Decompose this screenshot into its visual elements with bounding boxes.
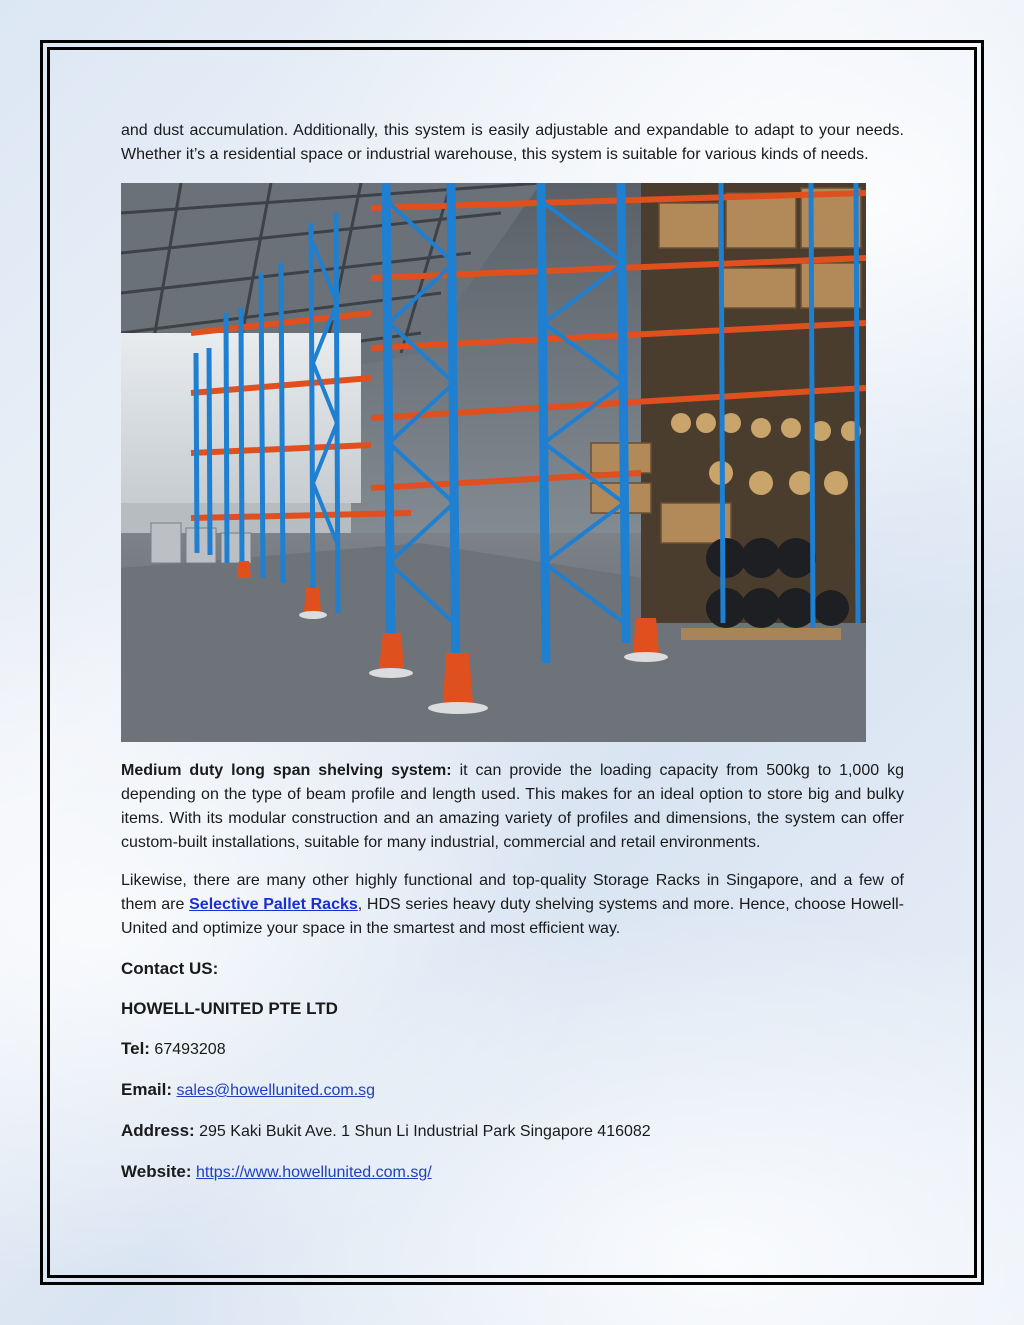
medium-duty-text: it can provide the loading capacity from 500kg to 1,000 kg depending on the type of beam profile and length used. This makes for an ideal option to store big and bulky items. With its modular construction and an amazing variety of profiles and dimensions, the system can offer custom-built installations, suitable for many industrial, commercial and retail environments. <box>121 762 905 851</box>
likewise-text-after: , HDS series heavy duty shelving systems and more. Hence, choose Howell-United and optimize your space in the smartest and most efficient way. <box>121 896 905 937</box>
tel-label: Tel: <box>121 1039 150 1058</box>
email-label: Email: <box>121 1080 173 1099</box>
intro-paragraph: and dust accumulation. Additionally, this system is easily adjustable and expandable to adapt to your needs. Whether it’s a residential space or industrial warehouse, this system is suitable for various kinds of needs. <box>121 122 904 163</box>
address-value: 295 Kaki Bukit Ave. 1 Shun Li Industrial Park Singapore 416082 <box>194 1123 651 1140</box>
medium-duty-label: Medium duty long span shelving system: <box>121 762 452 779</box>
address-label: Address: <box>121 1121 195 1140</box>
warehouse-racking-photo <box>121 183 866 742</box>
likewise-text-before: Likewise, there are many other highly functional and top-quality Storage Racks in Singapore, and a few of them are <box>121 872 904 913</box>
document-content <box>121 119 904 1185</box>
likewise-paragraph <box>121 869 904 941</box>
website-link[interactable]: https://www.howellunited.com.sg/ <box>196 1164 432 1181</box>
contact-heading: Contact US: <box>121 959 219 978</box>
tel-value: 67493208 <box>149 1041 226 1058</box>
address-line <box>121 1119 904 1144</box>
email-line <box>121 1078 904 1103</box>
website-label: Website: <box>121 1162 192 1181</box>
medium-duty-paragraph <box>121 759 904 855</box>
company-name: HOWELL-UNITED PTE LTD <box>121 999 338 1018</box>
website-line <box>121 1160 904 1185</box>
email-link[interactable]: sales@howellunited.com.sg <box>176 1082 376 1099</box>
tel-line <box>121 1037 904 1062</box>
selective-pallet-racks-link[interactable]: Selective Pallet Racks <box>189 896 358 913</box>
